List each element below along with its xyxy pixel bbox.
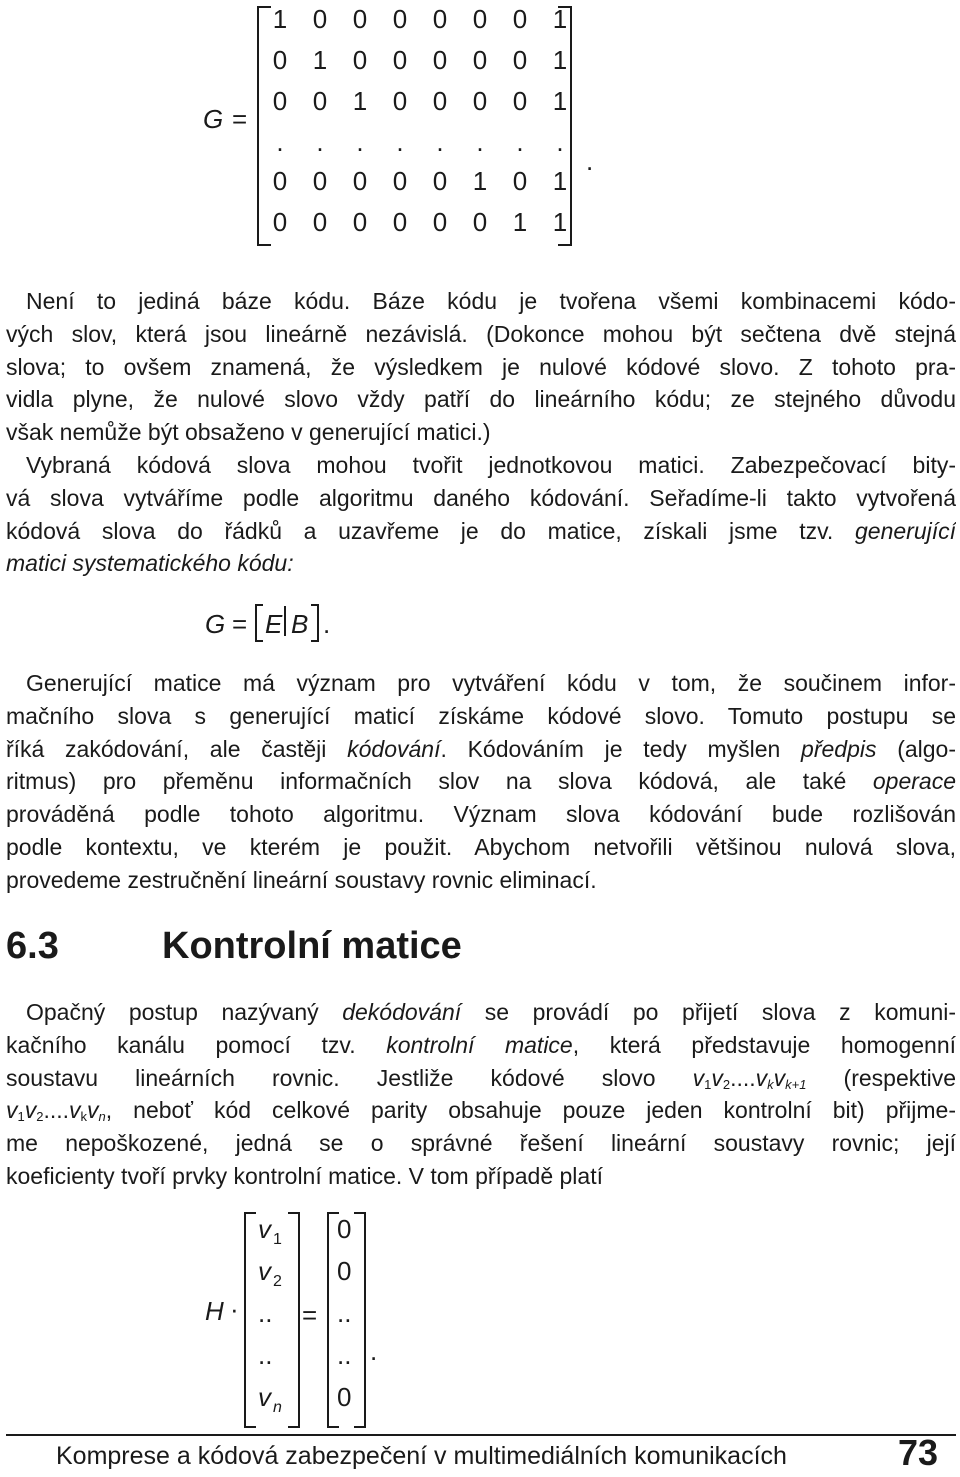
matrix-cell: 0 xyxy=(432,207,448,237)
matrix-cell: 0 xyxy=(272,166,288,196)
text-line: však nemůže být obsaženo v generující matici.) xyxy=(6,419,491,446)
matrix-cell: . xyxy=(476,127,484,157)
vector-v-entry: .. xyxy=(258,1340,273,1370)
eq-g-symbol: G xyxy=(205,609,226,639)
matrix-cell: 1 xyxy=(472,166,488,196)
term-systematic-matrix: matici systematického kódu: xyxy=(6,550,294,577)
matrix-cell: 0 xyxy=(272,45,288,75)
vector-v-entry: v $_2$ xyxy=(258,1256,282,1290)
text-line: vidla plyne, že nulové slovo vždy patří do lineárního kódu; ze stejného důvodu xyxy=(6,386,956,413)
matrix-cell: 0 xyxy=(272,207,288,237)
matrix-cell: 1 xyxy=(312,45,328,75)
eq-e-symbol: E xyxy=(265,609,283,639)
text-line: mačního slova s generující maticí získáme kódové slovo. Tomuto postupu se xyxy=(6,702,956,729)
text-line: soustavu lineárních rovnic. Jestliže kódové slovo $v_1v_2....v_kv_{k+1}$ (respektive xyxy=(6,1064,956,1092)
matrix-period: . xyxy=(586,146,594,176)
matrix-cell: 1 xyxy=(552,207,568,237)
matrix-h-label: H xyxy=(205,1296,224,1326)
matrix-cell: 1 xyxy=(512,207,528,237)
matrix-cell: 0 xyxy=(312,86,328,116)
matrix-cell: 0 xyxy=(352,166,368,196)
vector-v-entry: v $_1$ xyxy=(258,1214,282,1248)
right-bracket xyxy=(311,604,319,642)
matrix-cell: . xyxy=(316,127,324,157)
matrix-g-label: G xyxy=(203,104,224,134)
matrix-cell: 0 xyxy=(432,86,448,116)
matrix-cell: 0 xyxy=(432,45,448,75)
matrix-cell: 0 xyxy=(352,45,368,75)
text-line: Generující matice má význam pro vytváření kódu v tom, že součinem infor- xyxy=(26,670,956,696)
matrix-cell: 0 xyxy=(512,86,528,116)
section-number: 6.3 xyxy=(6,925,59,967)
matrix-cell: 1 xyxy=(352,86,368,116)
matrix-cell: 0 xyxy=(392,166,408,196)
vector-zero-right-bracket xyxy=(354,1212,366,1428)
vector-v-entry: .. xyxy=(258,1298,273,1328)
text-line: $v_1v_2....v_kv_n$, neboť kód celkové parity obsahuje pouze jeden kontrolní bit) přijme- xyxy=(6,1097,956,1125)
equals-sign: = xyxy=(232,104,248,134)
term-check-matrix: kontrolní matice xyxy=(386,1031,573,1058)
text-line: Opačný postup nazývaný dekódování se provádí po přijetí slova z komuni- xyxy=(26,999,956,1025)
vector-v-right-bracket xyxy=(288,1212,300,1428)
codeword-sequence-parity: $v_1v_2....v_kv_n$ xyxy=(6,1097,106,1125)
vector-v-entry: v $_n$ xyxy=(258,1382,282,1416)
matrix-cell: . xyxy=(396,127,404,157)
matrix-cell: 0 xyxy=(392,207,408,237)
matrix-cell: 1 xyxy=(552,166,568,196)
matrix-cell: 0 xyxy=(472,45,488,75)
page-number: 73 xyxy=(898,1432,939,1473)
text-line: kačního kanálu pomocí tzv. kontrolní matice, která představuje homogenní xyxy=(6,1031,956,1058)
matrix-cell: 0 xyxy=(472,86,488,116)
matrix-cell: 0 xyxy=(312,4,328,34)
text-line: kódová slova do řádků a uzavřeme je do matice, získali jsme tzv. generující xyxy=(6,517,956,544)
text-line: ritmus) pro přeměnu informačních slov na slova kódová, ale také operace xyxy=(6,768,956,795)
term-generating: generující xyxy=(855,517,956,544)
paragraph-encoding xyxy=(6,667,956,897)
paragraph-basis xyxy=(6,285,956,449)
eq-b-symbol: B xyxy=(291,609,309,639)
vector-zero-entry: 0 xyxy=(337,1214,352,1244)
text-line: prováděná podle tohoto algoritmu. Význam slova kódování bude rozlišován xyxy=(6,801,956,828)
equals-sign: = xyxy=(302,1300,318,1330)
matrix-cell: 1 xyxy=(552,4,568,34)
term-decoding: dekódování xyxy=(342,999,462,1025)
text-line: koeficienty tvoří prvky kontrolní matice. V tom případě platí xyxy=(6,1162,603,1189)
text-line: provedeme zestručnění lineární soustavy rovnic eliminací. xyxy=(6,866,597,893)
equals-sign: = xyxy=(232,609,248,639)
text-line: vých slov, která jsou lineárně nezávislá. (Dokonce mohou být sečtena dvě stejná xyxy=(6,320,956,347)
matrix-cell: 0 xyxy=(432,166,448,196)
codeword-sequence: $v_1v_2....v_kv_{k+1}$ xyxy=(692,1064,807,1092)
matrix-cell: . xyxy=(516,127,524,157)
text-line: říká zakódování, ale častěji kódování. Kódováním je tedy myšlen předpis (algo- xyxy=(6,735,956,762)
vector-v-left-bracket xyxy=(244,1212,256,1428)
matrix-cell: 1 xyxy=(552,45,568,75)
eq-period: . xyxy=(323,609,331,639)
vector-zero-entry: 0 xyxy=(337,1382,352,1412)
divider-bar xyxy=(284,606,286,636)
matrix-cell: 0 xyxy=(512,45,528,75)
paragraph-generating-matrix xyxy=(6,449,956,580)
paragraph-check-matrix xyxy=(6,996,956,1193)
matrix-cell: 0 xyxy=(472,4,488,34)
matrix-cell: 0 xyxy=(352,207,368,237)
text-line: Není to jediná báze kódu. Báze kódu je tvořena všemi kombinacemi kódo- xyxy=(26,288,956,314)
matrix-cell: 0 xyxy=(392,86,408,116)
text-line: slova; to ovšem znamená, že výsledkem je nulové kódové slovo. Z tohoto pra- xyxy=(6,353,956,380)
multiply-dot: · xyxy=(230,1294,239,1324)
vector-zero-entry: .. xyxy=(337,1298,352,1328)
term-encoding: kódování xyxy=(347,735,441,762)
matrix-cell: 0 xyxy=(432,4,448,34)
vector-zero-entry: .. xyxy=(337,1340,352,1370)
equation-period: . xyxy=(370,1336,378,1366)
matrix-cell: 0 xyxy=(472,207,488,237)
term-rule: předpis xyxy=(801,735,877,762)
matrix-cell: 0 xyxy=(312,166,328,196)
matrix-cell: . xyxy=(436,127,444,157)
left-bracket xyxy=(255,604,263,642)
matrix-cell: 0 xyxy=(512,4,528,34)
matrix-cell: 0 xyxy=(352,4,368,34)
text-line xyxy=(6,547,956,580)
footer-rule xyxy=(6,1434,956,1436)
matrix-cell: . xyxy=(556,127,564,157)
matrix-cell: 1 xyxy=(272,4,288,34)
matrix-cell: 1 xyxy=(552,86,568,116)
footer-title: Komprese a kódová zabezpečení v multimediálních komunikacích xyxy=(56,1442,787,1470)
term-operation: operace xyxy=(872,768,956,795)
matrix-cell: . xyxy=(356,127,364,157)
matrix-cell: 0 xyxy=(512,166,528,196)
section-title: Kontrolní matice xyxy=(162,925,462,967)
matrix-cell: . xyxy=(276,127,284,157)
vector-zero-entry: 0 xyxy=(337,1256,352,1286)
matrix-cell: 0 xyxy=(392,4,408,34)
matrix-cell: 0 xyxy=(392,45,408,75)
matrix-cell: 0 xyxy=(312,207,328,237)
text-line: podle kontextu, ve kterém je použit. Abychom netvořili většinou nulová slova, xyxy=(6,833,956,860)
matrix-cell: 0 xyxy=(272,86,288,116)
matrix-left-bracket xyxy=(257,6,271,246)
text-line: Vybraná kódová slova mohou tvořit jednotkovou matici. Zabezpečovací bity- xyxy=(26,452,956,478)
text-line: vá slova vytváříme podle algoritmu daného kódování. Seřadíme-li takto vytvořená xyxy=(6,484,956,511)
text-line: me nepoškozené, jedná se o správné řešení lineární soustavy rovnic; její xyxy=(6,1130,956,1157)
